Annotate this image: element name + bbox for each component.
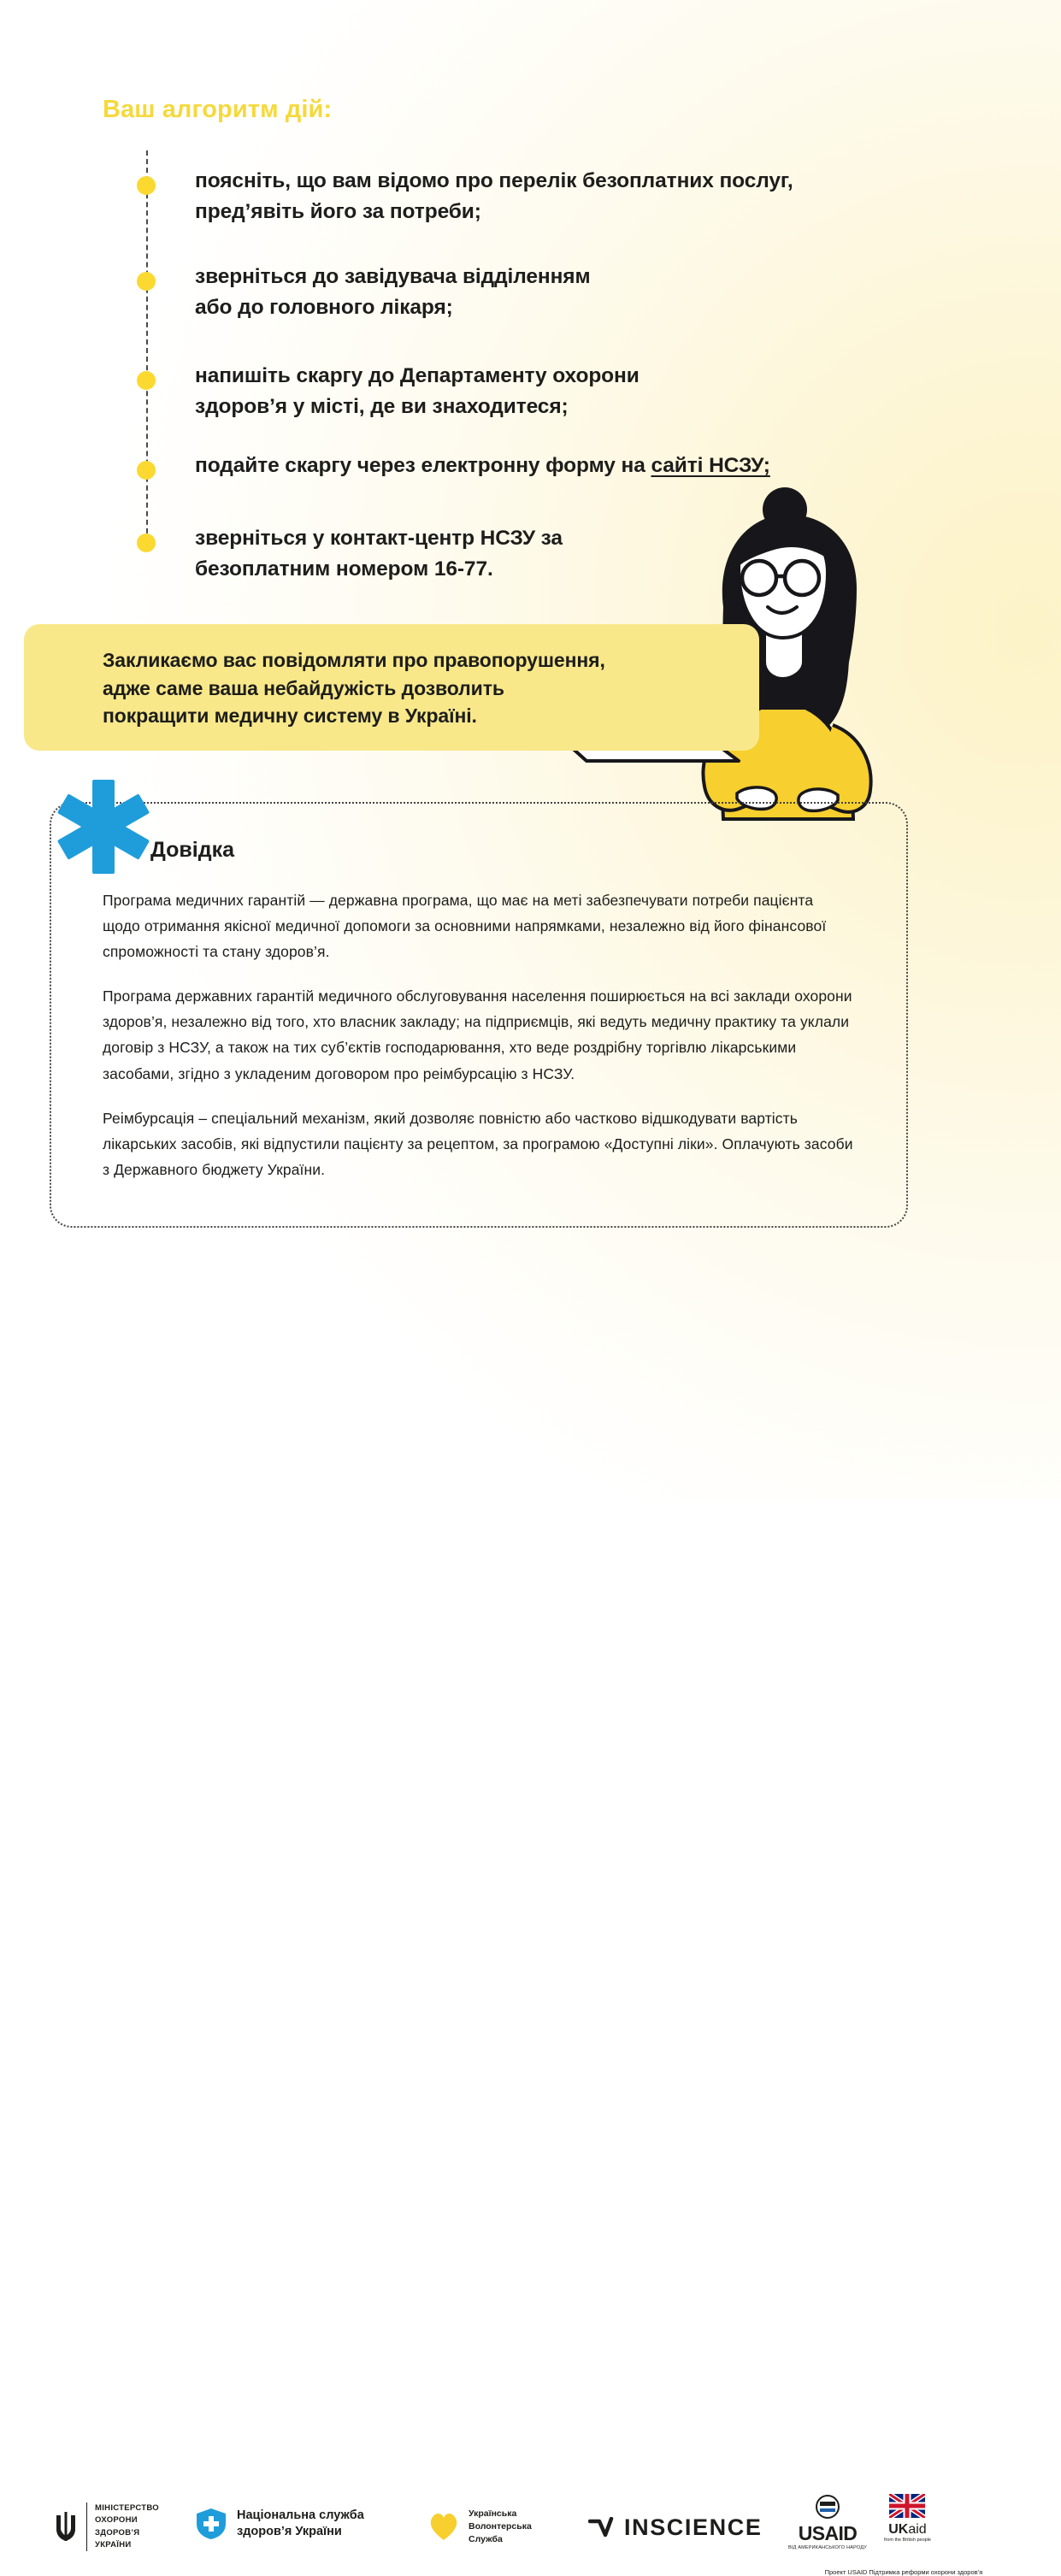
timeline-bullet-dot — [137, 533, 156, 552]
contact-center-phone-number: 16-77. — [433, 557, 493, 581]
callout-text — [103, 646, 701, 730]
uvs-line-3: Служба — [469, 2533, 503, 2544]
step-2-line-1: зверніться до завідувача відділенням — [195, 265, 591, 288]
moz-line-3: ЗДОРОВ’Я — [95, 2527, 140, 2538]
step-3-line-1: напишіть скаргу до Департаменту охорони — [195, 364, 640, 387]
union-jack-icon — [889, 2494, 925, 2518]
reference-paragraph-3: Реімбурсація – спеціальний механізм, який дозволяє повністю або частково відшкодувати вартість лікарських засобів, які відпустили пацієнту за рецептом, за програмою «Доступні ліки». Оплачують засоби з Державного бюджету України. — [103, 1109, 853, 1178]
usaid-caption: ВІД АМЕРИКАНСЬКОГО НАРОДУ — [788, 2545, 867, 2550]
callout-line-3: покращити медичну систему в Україні. — [103, 704, 477, 728]
usaid-project-note: Проект USAID Підтримка реформи охорони здоров’я — [824, 2568, 983, 2576]
reference-paragraph-1: Програма медичних гарантій — державна програма, що має на меті забезпечувати потреби пацієнта щодо отримання якісної медичної допомоги за основними напрямками, незалежно від його фінансової спроможності та стану здоров’я. — [103, 892, 827, 961]
logo-ministry-of-health — [53, 2502, 159, 2551]
logo-usaid — [788, 2494, 867, 2550]
timeline-bullet-dot — [137, 371, 156, 390]
callout-line-2: адже саме ваша небайдужість дозволить — [103, 676, 504, 699]
inscience-mark-icon — [588, 2517, 614, 2539]
timeline-bullet-dot — [137, 272, 156, 291]
ukaid-caption: from the British people — [883, 2537, 931, 2543]
reference-title: Довідка — [150, 838, 234, 862]
ukaid-uk: UK — [888, 2522, 909, 2537]
reference-paragraph-2: Програма державних гарантій медичного обслуговування населення поширюється на всі заклади охорони здоров’я, незалежно від того, хто власник закладу; на підприємців, які ведуть медичну практику та уклали договір з НСЗУ, а також на тих суб’єктів господарювання, хто веде роздрібну торгівлю лікарськими засобами, згідно з укладеним договором про реімбурсацію з НСЗУ. — [103, 987, 852, 1082]
step-1-line-2: пред’явіть його за потреби; — [195, 199, 481, 223]
logo-donor-group — [788, 2494, 931, 2550]
nhsu-line-2: здоров’я України — [237, 2525, 342, 2539]
moz-line-1: МІНІСТЕРСТВО — [95, 2503, 159, 2513]
inscience-label: INSCIENCE — [624, 2514, 763, 2540]
step-1-line-1: поясніть, що вам відомо про перелік безоплатних послуг, — [195, 169, 793, 192]
timeline-dashed-line — [146, 150, 148, 551]
nhsu-line-1: Національна служба — [237, 2508, 364, 2522]
footer-logos — [0, 1244, 1061, 2576]
logo-national-health-service — [195, 2508, 364, 2540]
logo-ukaid — [884, 2494, 931, 2543]
uvs-line-1: Українська — [469, 2508, 517, 2519]
step-5-line-2-prefix: безоплатним номером — [195, 557, 434, 581]
logo-ukrainian-volunteer-service — [427, 2508, 532, 2546]
timeline-step-4-text — [195, 451, 887, 481]
timeline-step-2-text — [195, 262, 887, 322]
nhsu-label — [237, 2508, 364, 2540]
logo-inscience — [588, 2514, 762, 2541]
asterisk-icon — [53, 776, 154, 877]
ukaid-aid: aid — [908, 2522, 927, 2537]
ukaid-wordmark — [884, 2522, 931, 2538]
usaid-seal-icon — [814, 2494, 841, 2520]
timeline-step-3-text — [195, 361, 887, 421]
heart-icon — [427, 2511, 460, 2542]
timeline-bullet-dot — [137, 461, 156, 480]
callout-line-1: Закликаємо вас повідомляти про правопорушення, — [103, 649, 605, 671]
reference-body — [103, 887, 855, 1182]
ukraine-trident-icon — [53, 2510, 79, 2544]
moz-label — [86, 2502, 159, 2551]
nhsu-website-link[interactable]: сайті НСЗУ; — [651, 454, 770, 477]
step-4-prefix: подайте скаргу через електронну форму на — [195, 454, 651, 477]
timeline-step-1-text — [195, 166, 887, 227]
step-3-line-2: здоров’я у місті, де ви знаходитеся; — [195, 394, 569, 418]
step-2-line-2: або до головного лікаря; — [195, 295, 453, 319]
moz-line-2: ОХОРОНИ — [95, 2515, 138, 2526]
shield-cross-icon — [195, 2508, 227, 2540]
step-5-line-1: зверніться у контакт-центр НСЗУ за — [195, 527, 563, 550]
moz-line-4: УКРАЇНИ — [95, 2539, 132, 2549]
usaid-wordmark: USAID — [798, 2522, 858, 2544]
timeline-bullet-dot — [137, 176, 156, 195]
uvs-label — [469, 2508, 532, 2546]
uvs-line-2: Волонтерська — [469, 2520, 532, 2532]
page-title: Ваш алгоритм дій: — [103, 96, 333, 123]
